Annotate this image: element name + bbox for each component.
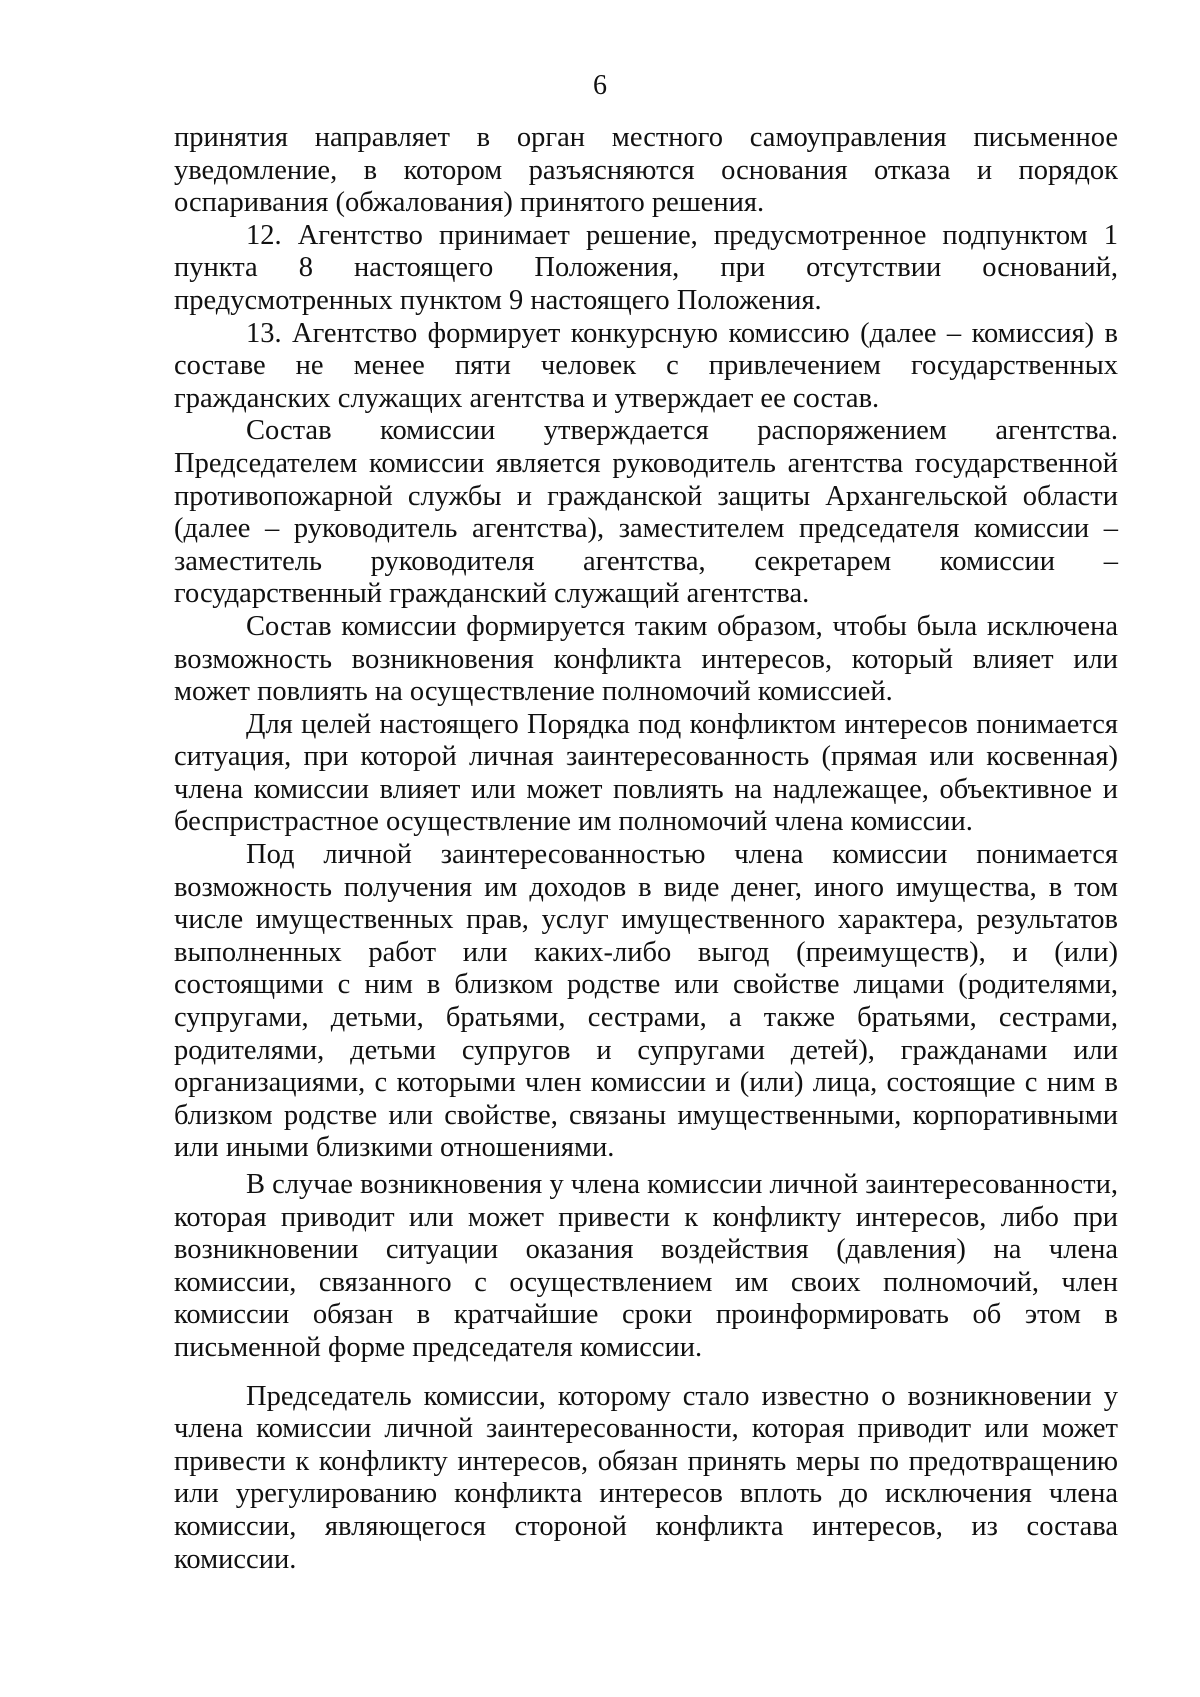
page-number: 6	[593, 70, 607, 101]
paragraph-chair-duty: Председатель комиссии, которому стало известно о возникновении у члена комиссии личной заинтересованности, которая приводит или может привести к конфликту интересов, обязан принять меры по предотвращению или урегулированию конфликта интересов вплоть до исключения члена комиссии, являющегося стороной конфликта интересов, из состава комиссии.	[174, 1380, 1118, 1575]
paragraph-personal-interest: Под личной заинтересованностью члена комиссии понимается возможность получения им доходов в виде денег, иного имущества, в том числе имущественных прав, услуг имущественного характера, результатов выполненных работ или каких-либо выгод (преимуществ), и (или) состоящими с ним в близком родстве или свойстве лицами (родителями, супругами, детьми, братьями, сестрами, а также братьями, сестрами, родителями, детьми супругов и супругами детей), гражданами или организациями, с которыми член комиссии и (или) лица, состоящие с ним в близком родстве или свойстве, связаны имущественными, корпоративными или иными близкими отношениями.	[174, 839, 1118, 1164]
paragraph-commission-composition: Состав комиссии утверждается распоряжением агентства. Председателем комиссии является руководитель агентства государственной противопожарной службы и гражданской защиты Архангельской области (далее – руководитель агентства), заместителем председателя комиссии – заместитель руководителя агентства, секретарем комиссии – государственный гражданский служащий агентства.	[174, 415, 1118, 610]
paragraph-member-duty: В случае возникновения у члена комиссии личной заинтересованности, которая приводит или может привести к конфликту интересов, либо при возникновении ситуации оказания воздействия (давления) на члена комиссии, связанного с осуществлением им своих полномочий, член комиссии обязан в кратчайшие сроки проинформировать об этом в письменной форме председателя комиссии.	[174, 1169, 1118, 1363]
paragraph-item-12: 12. Агентство принимает решение, предусмотренное подпунктом 1 пункта 8 настоящего Положения, при отсутствии оснований, предусмотренных пунктом 9 настоящего Положения.	[174, 219, 1118, 316]
paragraph-conflict-definition: Для целей настоящего Порядка под конфликтом интересов понимается ситуация, при которой личная заинтересованность (прямая или косвенная) члена комиссии влияет или может повлиять на надлежащее, объективное и беспристрастное осуществление им полномочий члена комиссии.	[174, 708, 1118, 838]
paragraph-continuation: принятия направляет в орган местного самоуправления письменное уведомление, в котором разъясняются основания отказа и порядок оспаривания (обжалования) принятого решения.	[174, 122, 1118, 219]
paragraph-conflict-exclusion: Состав комиссии формируется таким образом, чтобы была исключена возможность возникновения конфликта интересов, который влияет или может повлиять на осуществление полномочий комиссией.	[174, 610, 1118, 708]
paragraph-item-13: 13. Агентство формирует конкурсную комиссию (далее – комиссия) в составе не менее пяти человек с привлечением государственных гражданских служащих агентства и утверждает ее состав.	[174, 317, 1118, 414]
document-body	[174, 122, 1118, 1576]
